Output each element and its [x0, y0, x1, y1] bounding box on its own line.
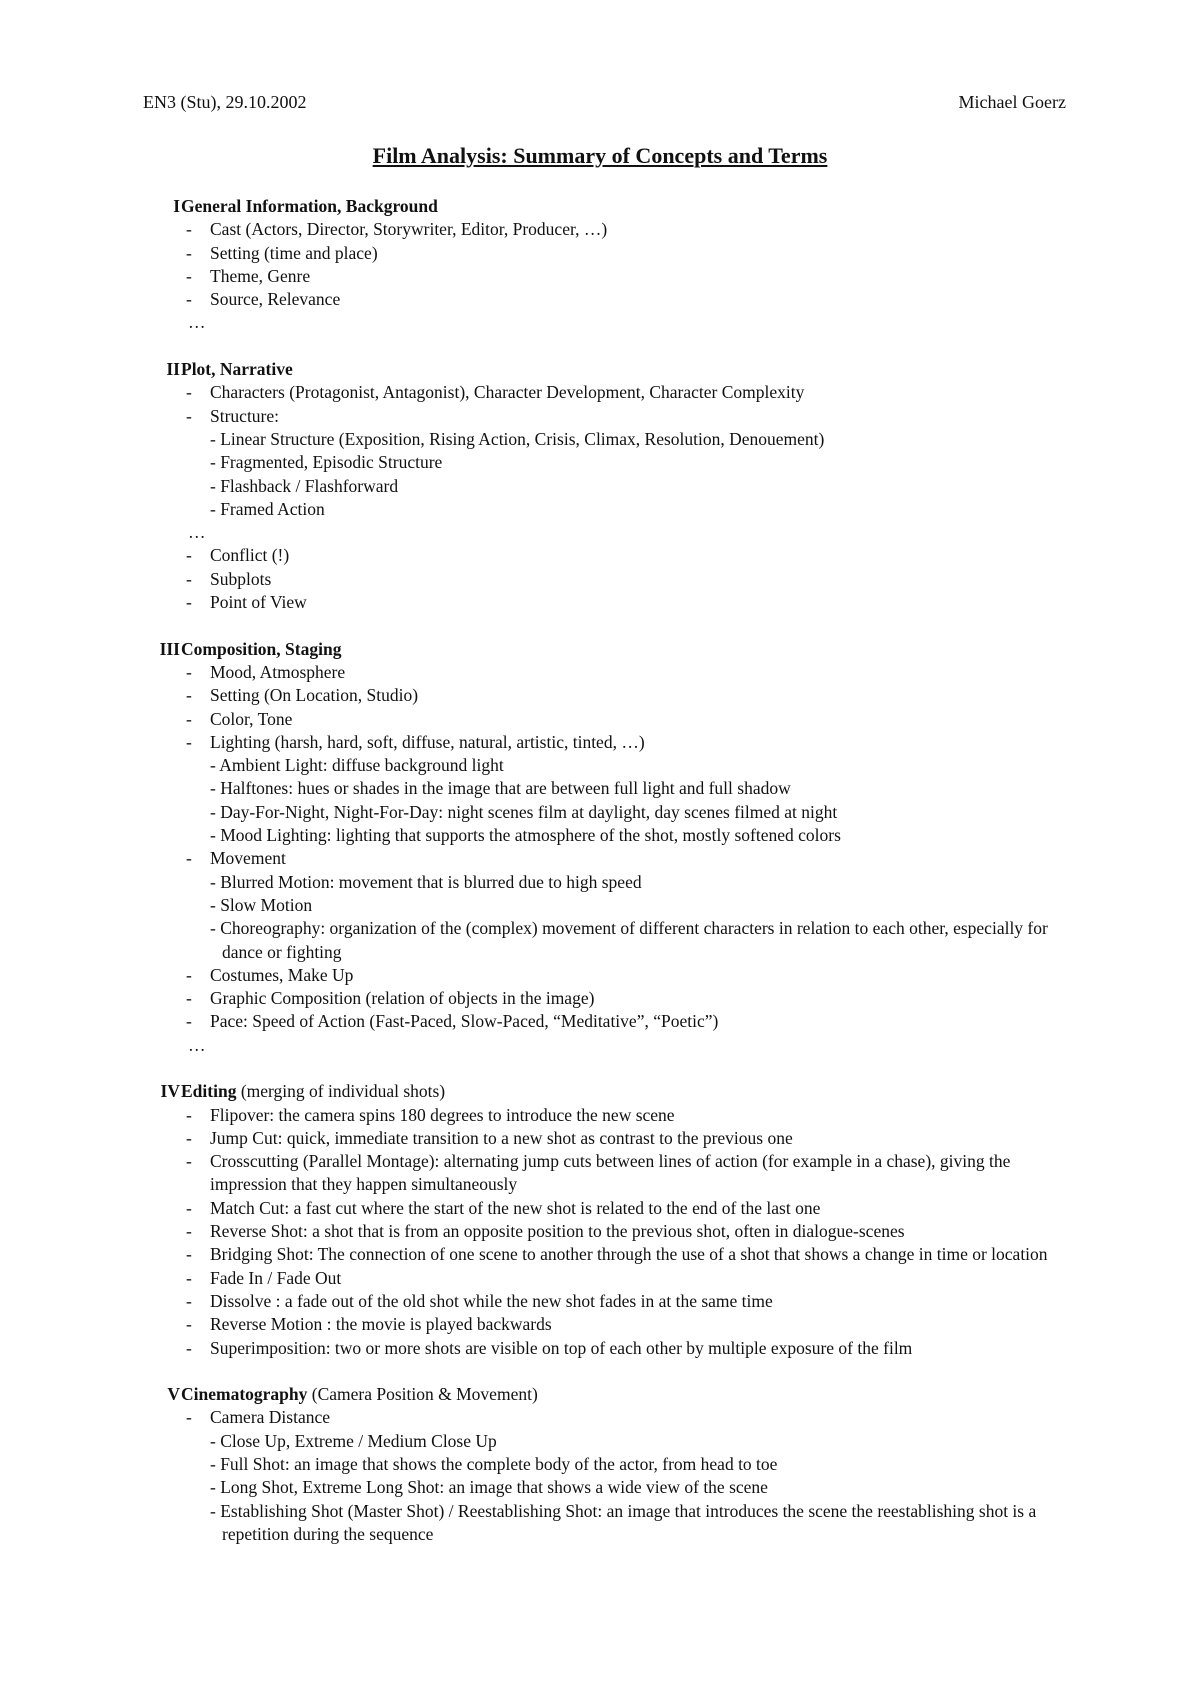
sub-list-item: - Halftones: hues or shades in the image that are between full light and full shadow — [210, 778, 791, 799]
list-item — [0, 661, 1200, 684]
list-item — [0, 265, 1200, 288]
list-item — [0, 1243, 1200, 1266]
outline-section — [0, 358, 1200, 614]
outline-section — [0, 1080, 1200, 1360]
list-item — [0, 1127, 1200, 1150]
list-item — [0, 568, 1200, 591]
bullet-dash: - — [186, 568, 192, 589]
list-item-text: Source, Relevance — [210, 289, 341, 310]
bullet-dash: - — [186, 848, 192, 869]
ellipsis: … — [188, 1034, 206, 1055]
list-item — [0, 1150, 1200, 1197]
bullet-dash: - — [186, 1407, 192, 1428]
outline-section — [0, 638, 1200, 1057]
bullet-dash: - — [186, 1127, 192, 1148]
section-spacer — [0, 1057, 1200, 1080]
section-title: Plot, Narrative — [181, 359, 293, 380]
bullet-dash: - — [186, 545, 192, 566]
bullet-dash: - — [186, 1151, 192, 1172]
list-item-text: Jump Cut: quick, immediate transition to a new shot as contrast to the previous one — [210, 1127, 793, 1148]
list-item-text: Bridging Shot: The connection of one scene to another through the use of a shot that shows a change in time or location — [210, 1244, 1048, 1265]
sub-list-item: - Mood Lighting: lighting that supports the atmosphere of the shot, mostly softened colors — [210, 825, 841, 846]
list-item — [0, 381, 1200, 404]
bullet-dash: - — [186, 405, 192, 426]
outline-section — [0, 195, 1200, 335]
list-item-text: Crosscutting (Parallel Montage): alternating jump cuts between lines of action (for example in a chase), giving the impression that they happen simultaneously — [210, 1151, 1011, 1195]
bullet-dash: - — [186, 964, 192, 985]
sub-list-item: - Blurred Motion: movement that is blurred due to high speed — [210, 871, 642, 892]
list-item — [0, 288, 1200, 311]
document-body — [0, 195, 1200, 1546]
list-item — [0, 1290, 1200, 1313]
sub-list-item: - Long Shot, Extreme Long Shot: an image that shows a wide view of the scene — [210, 1477, 768, 1498]
document-title: Film Analysis: Summary of Concepts and Terms — [372, 143, 828, 168]
list-item-text: Setting (time and place) — [210, 242, 378, 263]
list-item-text: Superimposition: two or more shots are visible on top of each other by multiple exposure of the film — [210, 1337, 913, 1358]
bullet-dash: - — [186, 1267, 192, 1288]
list-item-text: Pace: Speed of Action (Fast-Paced, Slow-Paced, “Meditative”, “Poetic”) — [210, 1011, 719, 1032]
list-item-text: Costumes, Make Up — [210, 964, 354, 985]
sub-list-item: - Slow Motion — [210, 894, 313, 915]
section-title: Editing — [181, 1081, 237, 1102]
bullet-dash: - — [186, 382, 192, 403]
section-heading-row — [0, 358, 1200, 381]
section-heading — [181, 1383, 538, 1406]
section-title: General Information, Background — [181, 196, 438, 216]
list-item-text: Flipover: the camera spins 180 degrees to introduce the new scene — [210, 1104, 675, 1125]
sub-list-item: - Choreography: organization of the (complex) movement of different characters in relation to each other, especially for dance or fighting — [210, 918, 1048, 962]
section-spacer — [0, 335, 1200, 358]
ellipsis: … — [188, 312, 206, 333]
bullet-dash: - — [186, 1244, 192, 1265]
section-note: (merging of individual shots) — [236, 1081, 446, 1102]
section-heading-row — [0, 195, 1200, 218]
section-numeral: II — [166, 359, 180, 380]
section-note: (Camera Position & Movement) — [307, 1384, 538, 1405]
bullet-dash: - — [186, 1221, 192, 1242]
bullet-dash: - — [186, 1104, 192, 1125]
list-item-text: Reverse Shot: a shot that is from an opposite position to the previous shot, often in dialogue-scenes — [210, 1221, 905, 1242]
sub-list-item: - Flashback / Flashforward — [210, 475, 399, 496]
list-item-text: Lighting (harsh, hard, soft, diffuse, natural, artistic, tinted, …) — [210, 731, 645, 752]
list-item-text: Graphic Composition (relation of objects in the image) — [210, 988, 595, 1009]
bullet-dash: - — [186, 265, 192, 286]
list-item — [0, 708, 1200, 731]
outline-section — [0, 1383, 1200, 1546]
bullet-dash: - — [186, 1337, 192, 1358]
list-item-text: Structure: — [210, 405, 280, 426]
bullet-dash: - — [186, 219, 192, 240]
list-item — [0, 218, 1200, 241]
bullet-dash: - — [186, 731, 192, 752]
list-item — [0, 1267, 1200, 1290]
section-numeral: IV — [160, 1081, 180, 1102]
section-numeral: V — [167, 1384, 180, 1405]
bullet-dash: - — [186, 708, 192, 729]
list-item-text: Cast (Actors, Director, Storywriter, Editor, Producer, …) — [210, 219, 608, 240]
header-author: Michael Goerz — [958, 92, 1066, 112]
bullet-dash: - — [186, 661, 192, 682]
section-spacer — [0, 614, 1200, 637]
section-heading-row — [0, 638, 1200, 661]
list-item — [0, 1220, 1200, 1243]
list-item-text: Movement — [210, 848, 286, 869]
section-title: Cinematography — [181, 1384, 308, 1405]
list-item-text: Match Cut: a fast cut where the start of the new shot is related to the end of the last one — [210, 1197, 821, 1218]
list-item-text: Color, Tone — [210, 708, 293, 729]
sub-list-item: - Establishing Shot (Master Shot) / Reestablishing Shot: an image that introduces the scene the reestablishing shot is a repetition during the sequence — [210, 1500, 1037, 1544]
sub-list-item: - Linear Structure (Exposition, Rising Action, Crisis, Climax, Resolution, Denouement) — [210, 428, 825, 449]
bullet-dash: - — [186, 1314, 192, 1335]
bullet-dash: - — [186, 1011, 192, 1032]
section-heading — [181, 638, 341, 661]
section-numeral: III — [159, 638, 180, 659]
section-heading — [181, 195, 438, 218]
ellipsis: … — [188, 522, 206, 543]
list-item — [0, 242, 1200, 265]
list-item — [0, 964, 1200, 987]
list-item-text: Point of View — [210, 592, 307, 613]
list-item-text: Camera Distance — [210, 1407, 331, 1428]
sub-list-item: - Full Shot: an image that shows the complete body of the actor, from head to toe — [210, 1454, 778, 1475]
bullet-dash: - — [186, 988, 192, 1009]
list-item — [0, 1337, 1200, 1360]
list-item — [0, 591, 1200, 614]
bullet-dash: - — [186, 289, 192, 310]
list-item — [0, 684, 1200, 707]
header-course-date: EN3 (Stu), 29.10.2002 — [143, 92, 307, 112]
list-item — [0, 847, 1200, 870]
list-item — [0, 731, 1200, 754]
list-item — [0, 1313, 1200, 1336]
list-item-text: Mood, Atmosphere — [210, 661, 346, 682]
list-item — [0, 1406, 1200, 1429]
sub-list-item: - Day-For-Night, Night-For-Day: night scenes film at daylight, day scenes filmed at night — [210, 801, 838, 822]
list-item-text: Theme, Genre — [210, 265, 311, 286]
bullet-dash: - — [186, 242, 192, 263]
list-item — [0, 1104, 1200, 1127]
bullet-dash: - — [186, 592, 192, 613]
section-title: Composition, Staging — [181, 638, 342, 659]
list-item — [0, 544, 1200, 567]
list-item — [0, 1010, 1200, 1033]
bullet-dash: - — [186, 1197, 192, 1218]
list-item-text: Fade In / Fade Out — [210, 1267, 342, 1288]
list-item — [0, 1197, 1200, 1220]
list-item-text: Characters (Protagonist, Antagonist), Character Development, Character Complexity — [210, 382, 805, 403]
section-heading — [181, 1080, 445, 1103]
list-item — [0, 405, 1200, 428]
bullet-dash: - — [186, 685, 192, 706]
sub-list-item: - Fragmented, Episodic Structure — [210, 452, 443, 473]
section-numeral: I — [173, 196, 180, 216]
bullet-dash: - — [186, 1290, 192, 1311]
sub-list-item: - Ambient Light: diffuse background light — [210, 755, 504, 776]
section-heading-row — [0, 1383, 1200, 1406]
list-item-text: Conflict (!) — [210, 545, 290, 566]
list-item-text: Reverse Motion : the movie is played backwards — [210, 1314, 552, 1335]
section-heading — [181, 358, 293, 381]
sub-list-item: - Close Up, Extreme / Medium Close Up — [210, 1430, 497, 1451]
section-spacer — [0, 1360, 1200, 1383]
list-item-text: Setting (On Location, Studio) — [210, 685, 419, 706]
list-item-text: Dissolve : a fade out of the old shot while the new shot fades in at the same time — [210, 1290, 773, 1311]
sub-list-item: - Framed Action — [210, 498, 325, 519]
section-heading-row — [0, 1080, 1200, 1103]
list-item — [0, 987, 1200, 1010]
list-item-text: Subplots — [210, 568, 272, 589]
